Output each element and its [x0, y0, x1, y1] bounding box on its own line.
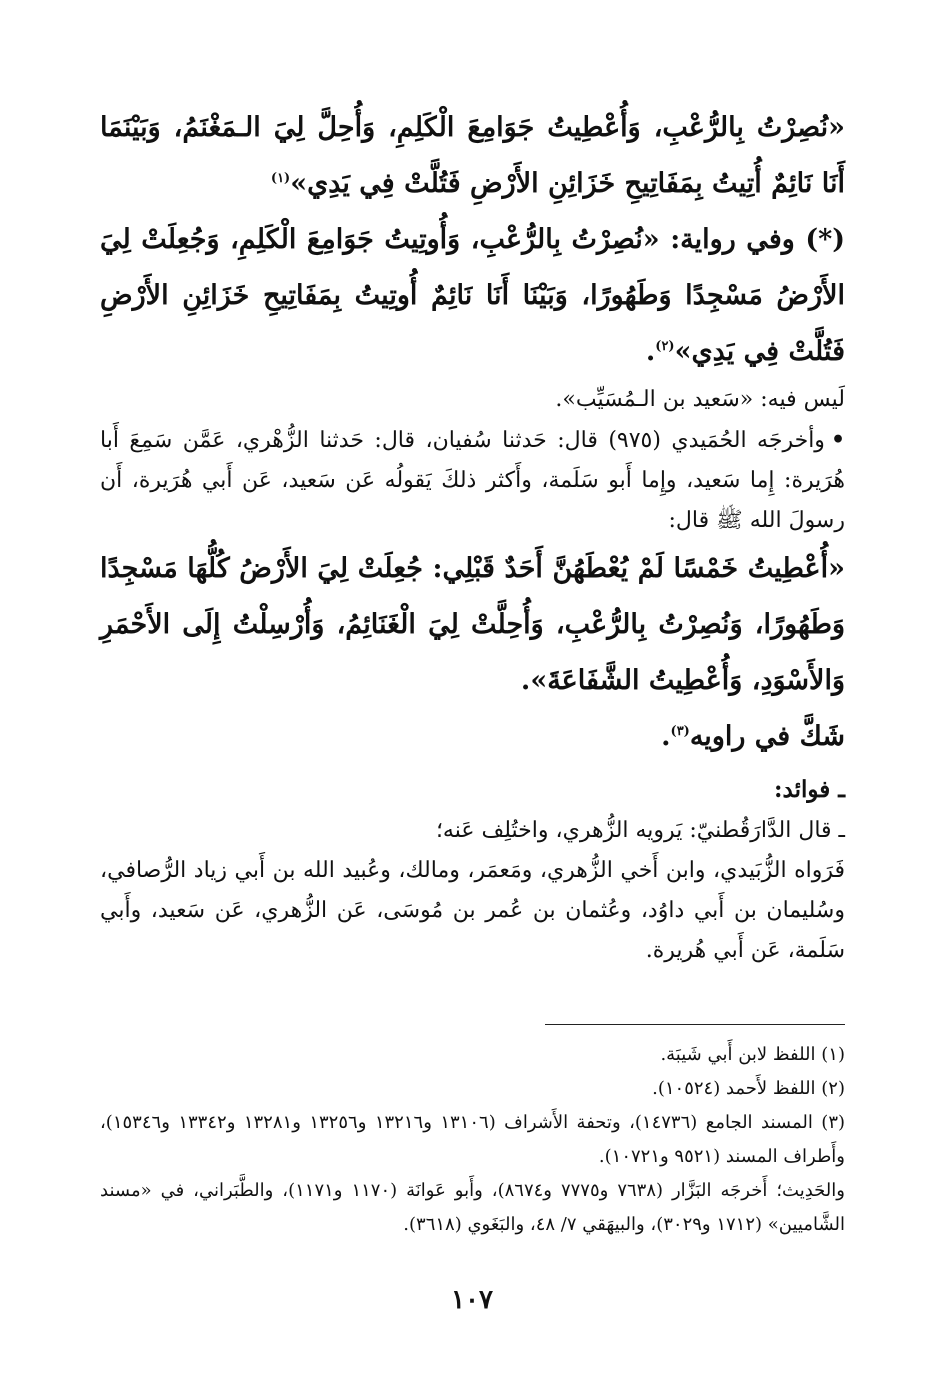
- doubt-text: شَكَّ في راويه: [689, 721, 845, 752]
- footnote-ref-2[interactable]: (٢): [655, 339, 675, 354]
- footnote-1: (١) اللفظ لابن أَبي شَيبَة.: [660, 1044, 845, 1065]
- doubt-paragraph: [100, 709, 845, 765]
- narration-paragraph: [100, 420, 845, 541]
- narration-text: وأخرجَه الحُمَيدي (٩٧٥) قال: حَدثنا سُفيان، قال: حَدثنا الزُّهْري، عَمَّن سَمِعَ أَبا هُرَيرة: إِما سَعيد، وإِما أَبو سَلَمة، وأَكثر ذلكَ يَقولُه عَن سَعيد، عَن أَبي هُرَيرة، أَن رسولَ الله ﷺ قال:: [100, 428, 845, 533]
- benefits-heading: ـ فوائد:: [774, 776, 845, 803]
- bullet-icon: •: [830, 427, 845, 453]
- hadith-paragraph-3: «أُعْطِيتُ خَمْسًا لَمْ يُعْطَهُنَّ أَحَدٌ قَبْلِي: جُعِلَتْ لِيَ الأَرْضُ كُلُّهَا مَسْجِدًا وَطَهُورًا، وَنُصِرْتُ بِالرُّعْبِ، وَأُحِلَّتْ لِيَ الْغَنَائِمُ، وَأُرْسِلْتُ إِلَى الأَحْمَرِ وَالأَسْوَدِ، وَأُعْطِيتُ الشَّفَاعَةَ».: [100, 553, 845, 696]
- hadith-paragraph-2: (*) وفي رواية: «نُصِرْتُ بِالرُّعْبِ، وَأُوتِيتُ جَوَامِعَ الْكَلِمِ، وَجُعِلَتْ لِيَ الأَرْضُ مَسْجِدًا وَطَهُورًا، وَبَيْنَا أَنَا نَائِمٌ أُوتِيتُ بِمَفَاتِيحِ خَزَائِنِ الأَرْضِ فَتُلَّتْ فِي يَدِي»$^{(٢)}$.: [100, 224, 845, 367]
- hadith-text-2: (*) وفي رواية: «نُصِرْتُ بِالرُّعْبِ، وَأُوتِيتُ جَوَامِعَ الْكَلِمِ، وَجُعِلَتْ لِيَ الأَرْضُ مَسْجِدًا وَطَهُورًا، وَبَيْنَا أَنَا نَائِمٌ أُوتِيتُ بِمَفَاتِيحِ خَزَائِنِ الأَرْضِ فَتُلَّتْ فِي يَدِي»: [100, 224, 845, 367]
- footnote-3-continued: والحَدِيث؛ أَخرجَه البَزَّار (٧٦٣٨ و٧٧٧٥ و٨٦٧٤)، وأَبو عَوانَة (١١٧٠ و١١٧١)، والطَّبَراني، في «مسند الشَّاميين» (١٧١٢ و٣٠٢٩)، والبيهَقي ٧/ ٤٨، والبَغَوي (٣٦١٨).: [100, 1180, 845, 1235]
- doubt-period: .: [661, 721, 671, 752]
- transmission-paragraph: فَرَواه الزُّبَيدي، وابن أَخي الزُّهري، ومَعمَر، ومالك، وعُبيد الله بن أَبي زياد الرُّصافي، وسُليمان بن أَبي داوُد، وعُثمان بن عُمر بن مُوسَى، عَن الزُّهري، عَن سَعيد، وأَبي سَلَمة، عَن أَبي هُريرة.: [100, 858, 845, 963]
- hadith-text-1: «نُصِرْتُ بِالرُّعْبِ، وَأُعْطِيتُ جَوَامِعَ الْكَلِمِ، وَأُحِلَّ لِيَ الـمَغْنَمُ، وَبَيْنَمَا أَنَا نَائِمٌ أُتِيتُ بِمَفَاتِيحِ خَزَائِنِ الأَرْضِ فَتُلَّتْ فِي يَدِي»: [100, 112, 845, 199]
- footnote-3: (٣) المسند الجامع (١٤٧٣٦)، وتحفة الأَشراف (١٣١٠٦ و١٣٢١٦ و١٣٢٥٦ و١٣٢٨١ و١٣٣٤٢ و١٥٣٤٦)، وأَطراف المسند (٩٥٢١ و١٠٧٢١).: [100, 1112, 846, 1167]
- footnote-ref-1[interactable]: (١): [270, 171, 291, 186]
- daraqutni-paragraph: ـ قال الدَّارَقُطنيّ: يَرويه الزُّهري، واختُلِف عَنه؛: [435, 818, 845, 843]
- footnotes: [100, 1038, 845, 1242]
- main-text: [100, 100, 845, 971]
- footnote-ref-3[interactable]: (٣): [670, 724, 690, 739]
- note-paragraph: لَيس فيه: «سَعيد بن الـمُسَيِّب».: [555, 387, 845, 412]
- footnote-divider: [545, 1024, 845, 1025]
- page-number: ١٠٧: [451, 1285, 493, 1315]
- hadith-paragraph-1: [100, 100, 845, 212]
- footnote-2: (٢) اللفظ لأَحمد (١٠٥٢٤).: [652, 1078, 845, 1099]
